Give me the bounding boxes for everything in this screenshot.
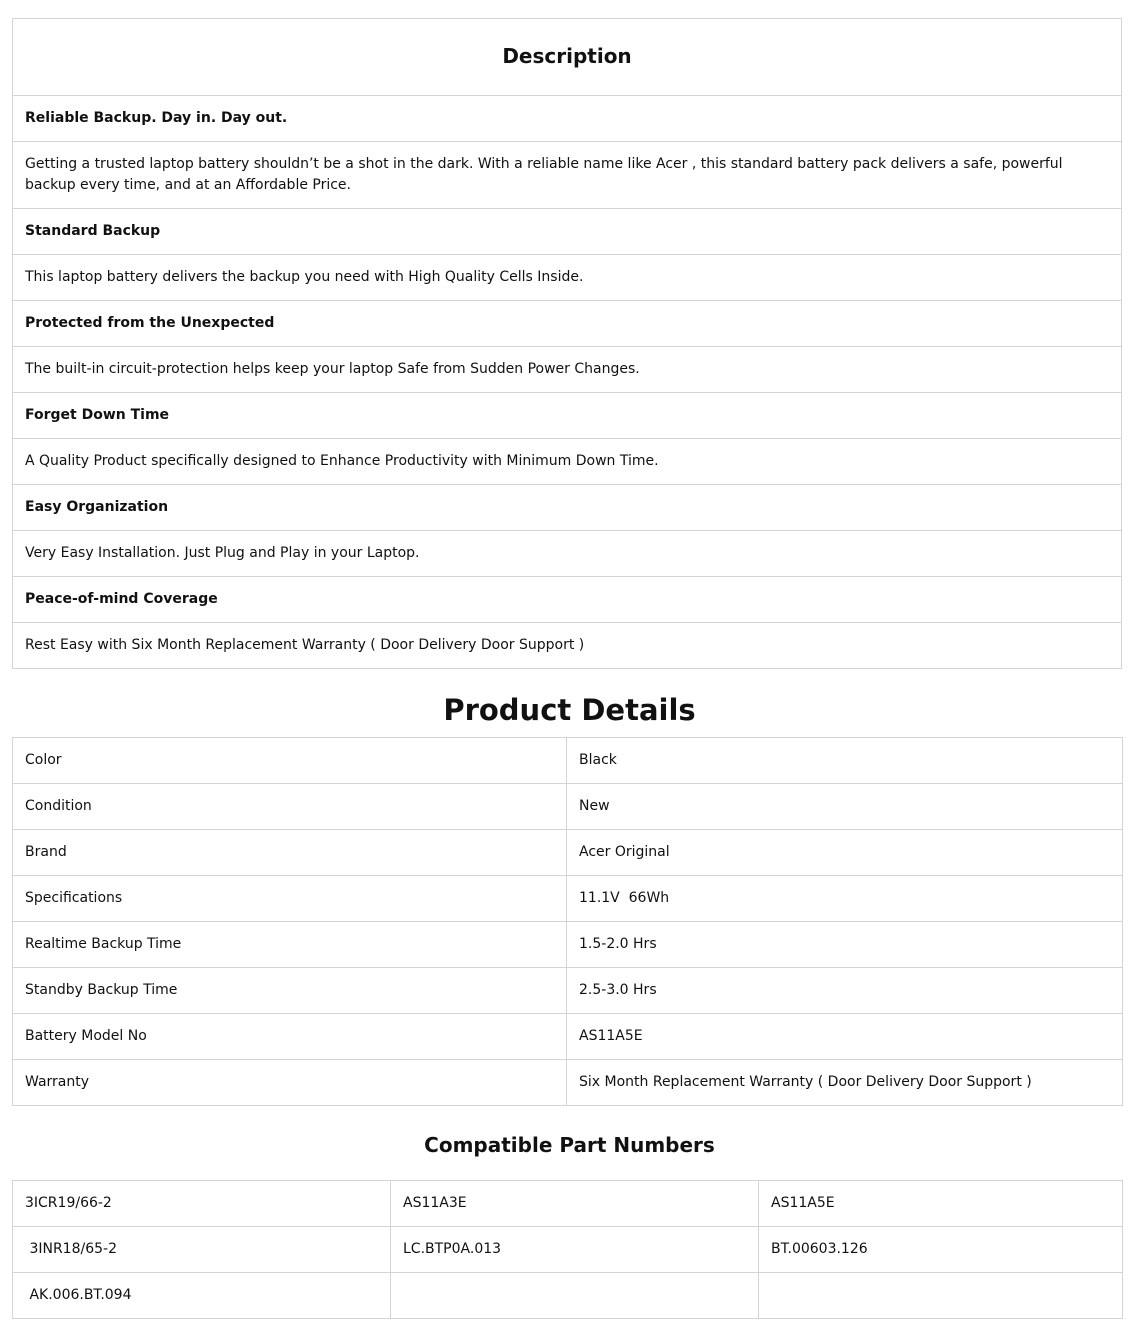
table-row (13, 1227, 1123, 1273)
detail-value: 1.5-2.0 Hrs (567, 922, 1123, 968)
detail-value: AS11A5E (567, 1014, 1123, 1060)
table-row (13, 1014, 1123, 1060)
section-text: The built-in circuit-protection helps keep your laptop Safe from Sudden Power Changes. (13, 347, 1122, 393)
compatible-part-numbers-title: Compatible Part Numbers (424, 1133, 715, 1157)
part-number-cell: AS11A3E (391, 1181, 759, 1227)
description-table (12, 18, 1122, 669)
description-title: Description (13, 19, 1122, 96)
detail-value: 11.1V 66Wh (567, 876, 1123, 922)
detail-label: Color (13, 738, 567, 784)
section-text: Getting a trusted laptop battery shouldn’t be a shot in the dark. With a reliable name like Acer , this standard battery pack delivers a safe, powerful backup every time, and at an Affordable Price. (13, 142, 1122, 209)
table-row (13, 738, 1123, 784)
section-heading: Standard Backup (13, 209, 1122, 255)
compatible-part-numbers-table (12, 1180, 1123, 1319)
part-number-cell: 3ICR19/66-2 (13, 1181, 391, 1227)
section-heading: Forget Down Time (13, 393, 1122, 439)
detail-label: Battery Model No (13, 1014, 567, 1060)
detail-value: Six Month Replacement Warranty ( Door Delivery Door Support ) (567, 1060, 1123, 1106)
section-heading: Protected from the Unexpected (13, 301, 1122, 347)
product-details-table (12, 737, 1123, 1106)
section-heading: Peace-of-mind Coverage (13, 577, 1122, 623)
detail-value: 2.5-3.0 Hrs (567, 968, 1123, 1014)
detail-label: Condition (13, 784, 567, 830)
table-row (13, 1060, 1123, 1106)
product-details-title: Product Details (443, 693, 696, 727)
section-text: A Quality Product specifically designed to Enhance Productivity with Minimum Down Time. (13, 439, 1122, 485)
part-number-cell: AK.006.BT.094 (13, 1273, 391, 1319)
detail-label: Brand (13, 830, 567, 876)
detail-value: Black (567, 738, 1123, 784)
table-row (13, 1273, 1123, 1319)
part-number-cell (759, 1273, 1123, 1319)
section-heading: Reliable Backup. Day in. Day out. (13, 96, 1122, 142)
table-row (13, 784, 1123, 830)
section-text: Rest Easy with Six Month Replacement Warranty ( Door Delivery Door Support ) (13, 623, 1122, 669)
section-text: This laptop battery delivers the backup you need with High Quality Cells Inside. (13, 255, 1122, 301)
table-row (13, 968, 1123, 1014)
table-row (13, 876, 1123, 922)
detail-label: Specifications (13, 876, 567, 922)
section-heading: Easy Organization (13, 485, 1122, 531)
detail-value: New (567, 784, 1123, 830)
part-number-cell (391, 1273, 759, 1319)
part-number-cell: BT.00603.126 (759, 1227, 1123, 1273)
detail-label: Warranty (13, 1060, 567, 1106)
table-row (13, 922, 1123, 968)
part-number-cell: 3INR18/65-2 (13, 1227, 391, 1273)
part-number-cell: AS11A5E (759, 1181, 1123, 1227)
table-row (13, 830, 1123, 876)
section-text: Very Easy Installation. Just Plug and Play in your Laptop. (13, 531, 1122, 577)
detail-label: Realtime Backup Time (13, 922, 567, 968)
table-row (13, 1181, 1123, 1227)
part-number-cell: LC.BTP0A.013 (391, 1227, 759, 1273)
detail-value: Acer Original (567, 830, 1123, 876)
detail-label: Standby Backup Time (13, 968, 567, 1014)
